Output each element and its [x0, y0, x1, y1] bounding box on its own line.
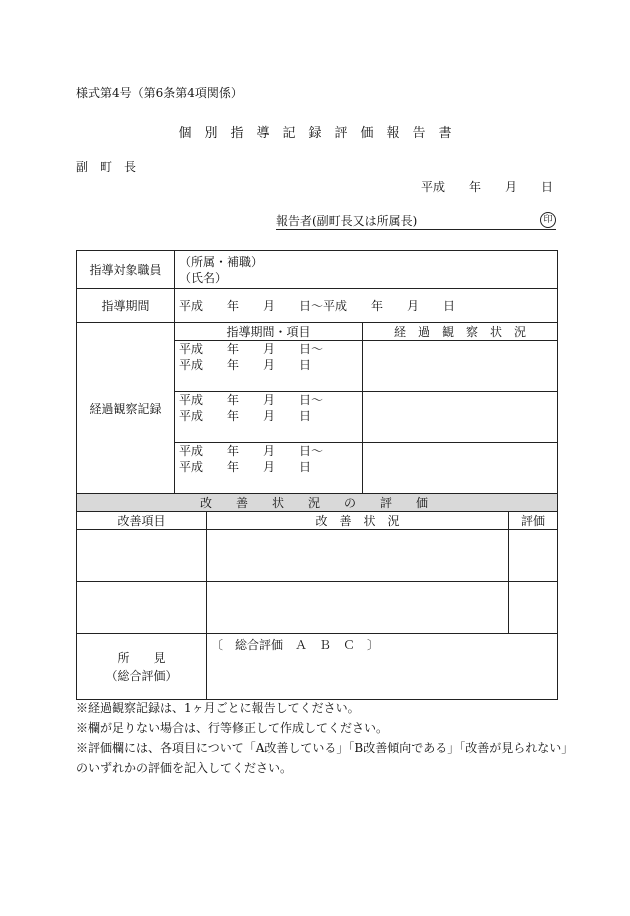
note-line: ※評価欄には、各項目について「A改善している」「B改善傾向である」「改善が見られない」: [76, 741, 574, 755]
opinion-label-line2: （総合評価）: [105, 668, 178, 683]
record-period-to: 平成 年 月 日: [179, 409, 312, 423]
seal-icon: 印: [540, 212, 556, 228]
guidance-period-field[interactable]: 平成 年 月 日～平成 年 月 日: [175, 289, 558, 323]
addressee: 副 町 長: [76, 160, 137, 174]
record-period-cell[interactable]: [175, 392, 363, 443]
target-staff-field[interactable]: [175, 251, 558, 289]
document-title: 個 別 指 導 記 録 評 価 報 告 書: [178, 126, 452, 141]
note-line: のいずれかの評価を記入してください。: [76, 761, 293, 775]
affiliation-position-label: （所属・補職）: [179, 254, 264, 269]
notes-block: [76, 698, 573, 778]
opinion-label-line1: 所 見: [117, 650, 166, 665]
record-header-row: [77, 323, 558, 341]
reporter-label: 報告者(副町長又は所属長): [276, 214, 418, 228]
guidance-period-row: [77, 289, 558, 323]
record-status-cell[interactable]: [363, 443, 558, 494]
evaluation-cell[interactable]: [509, 530, 558, 582]
observation-record-label: 経過観察記録: [77, 323, 175, 494]
name-label: （氏名）: [179, 270, 228, 285]
col-observation-status-header: 経 過 観 察 状 況: [363, 323, 558, 341]
evaluation-form-table: [76, 250, 558, 700]
improvement-status-cell[interactable]: [207, 582, 509, 634]
record-period-to: 平成 年 月 日: [179, 358, 312, 372]
record-period-cell[interactable]: [175, 443, 363, 494]
record-period-cell[interactable]: [175, 341, 363, 392]
record-period-from: 平成 年 月 日～: [179, 342, 324, 356]
improvement-item-cell[interactable]: [77, 582, 207, 634]
record-period-from: 平成 年 月 日～: [179, 444, 324, 458]
overall-evaluation-options: 〔 総合評価 Ａ Ｂ Ｃ 〕: [211, 638, 380, 652]
evaluation-cell[interactable]: [509, 582, 558, 634]
form-number: 様式第4号（第6条第4項関係）: [76, 86, 243, 100]
improvement-evaluation-band: 改 善 状 況 の 評 価: [77, 494, 558, 512]
target-staff-label: 指導対象職員: [77, 251, 175, 289]
note-line: ※経過観察記録は、1ヶ月ごとに報告してください。: [76, 701, 360, 715]
improvement-row: [77, 530, 558, 582]
col-improvement-item-header: 改善項目: [77, 512, 207, 530]
col-period-item-header: 指導期間・項目: [175, 323, 363, 341]
improvement-item-cell[interactable]: [77, 530, 207, 582]
target-staff-row: [77, 251, 558, 289]
improvement-row: [77, 582, 558, 634]
report-date: 平成 年 月 日: [421, 180, 554, 194]
record-period-from: 平成 年 月 日～: [179, 393, 324, 407]
opinion-label: [77, 634, 207, 700]
col-evaluation-header: 評価: [509, 512, 558, 530]
improvement-header-row: [77, 512, 558, 530]
record-status-cell[interactable]: [363, 392, 558, 443]
opinion-field[interactable]: [207, 634, 558, 700]
record-status-cell[interactable]: [363, 341, 558, 392]
guidance-period-label: 指導期間: [77, 289, 175, 323]
note-line: ※欄が足りない場合は、行等修正して作成してください。: [76, 721, 389, 735]
record-period-to: 平成 年 月 日: [179, 460, 312, 474]
opinion-row: [77, 634, 558, 700]
col-improvement-status-header: 改 善 状 況: [207, 512, 509, 530]
reporter-line: [276, 212, 556, 230]
improvement-status-cell[interactable]: [207, 530, 509, 582]
improvement-band-row: [77, 494, 558, 512]
